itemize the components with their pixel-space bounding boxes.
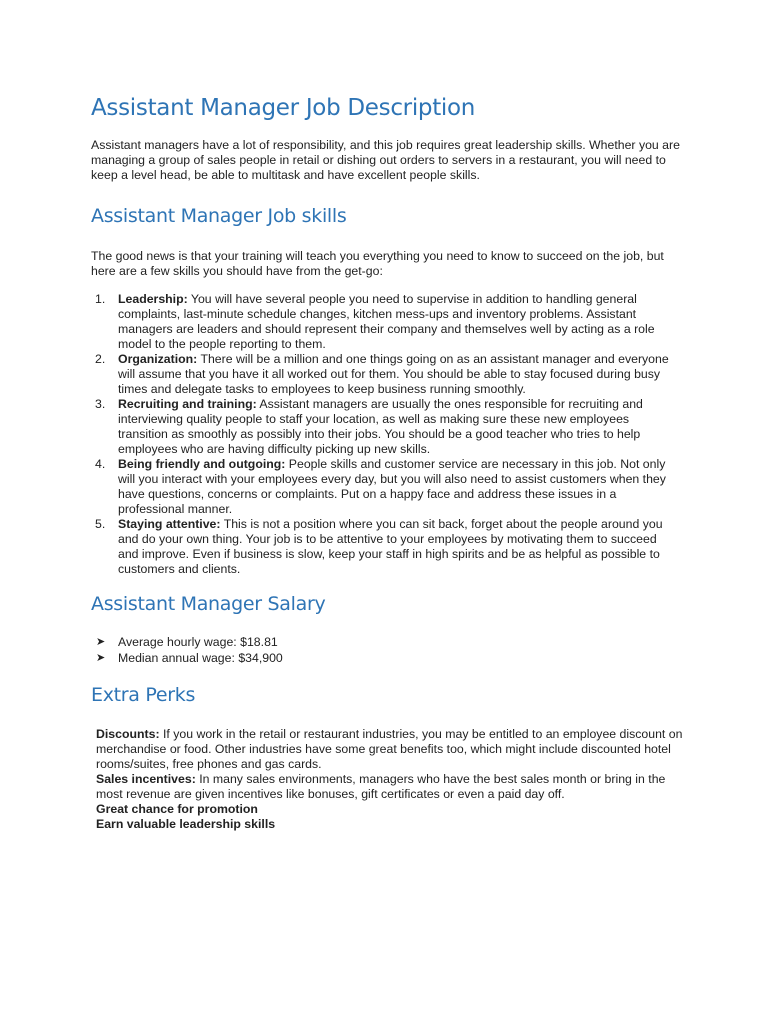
perks-section: [96, 727, 684, 832]
intro-paragraph: Assistant managers have a lot of responsibility, and this job requires great leadership skills. Whether you are managing a group of sales people in retail or dishing out orders to servers in a restaurant, you will need to keep a level head, be able to multitask and have excellent people skills.: [91, 138, 680, 182]
skill-label: Organization:: [118, 352, 198, 366]
list-number: 5.: [95, 517, 106, 531]
salary-item-hourly: [96, 635, 283, 651]
skills-intro-paragraph: The good news is that your training will teach you everything you need to know to succeed on the job, but here are a few skills you should have from the get-go:: [91, 249, 664, 278]
salary-item-text: Average hourly wage: $18.81: [118, 635, 278, 649]
skill-item-organization: [95, 352, 680, 397]
list-number: 3.: [95, 397, 106, 411]
list-number: 2.: [95, 352, 106, 366]
skill-item-attentive: [95, 517, 680, 577]
salary-item-annual: [96, 651, 283, 667]
skill-text: People skills and customer service are necessary in this job. Not only will you interact with your employees every day, but you will also need to assist customers when they have questions, concerns or complaints. Put on a happy face and address these issues in a professional manner.: [118, 457, 666, 516]
skill-label: Being friendly and outgoing:: [118, 457, 286, 471]
perk-text: In many sales environments, managers who have the best sales month or bring in the most revenue are given incentives like bonuses, gift certificates or even a paid day off.: [96, 772, 666, 801]
skills-heading: Assistant Manager Job skills: [91, 205, 347, 227]
page-title: Assistant Manager Job Description: [91, 95, 476, 121]
skill-text: Assistant managers are usually the ones responsible for recruiting and interviewing quality people to staff your location, as well as making sure these new employees transition as smoothly as possibly into their jobs. You should be a good teacher who tries to help employees who are having difficulty picking up new skills.: [118, 397, 643, 456]
skill-label: Staying attentive:: [118, 517, 221, 531]
perk-label: Sales incentives:: [96, 772, 196, 786]
perk-discounts: [96, 727, 684, 772]
skill-label: Leadership:: [118, 292, 188, 306]
skills-list: [95, 292, 680, 577]
perk-label: Great chance for promotion: [96, 802, 258, 816]
arrowhead-bullet-icon: ➤: [96, 651, 106, 664]
skill-text: There will be a million and one things going on as an assistant manager and everyone will assume that you have it all worked out for them. You should be able to stay focused during busy times and delegate tasks to employees to keep business running smoothly.: [118, 352, 669, 396]
salary-list: [96, 635, 283, 666]
list-number: 4.: [95, 457, 106, 471]
perk-leadership: [96, 817, 684, 832]
salary-heading: Assistant Manager Salary: [91, 593, 326, 615]
list-number: 1.: [95, 292, 106, 306]
perk-text: If you work in the retail or restaurant industries, you may be entitled to an employee discount on merchandise or food. Other industries have some great benefits too, which might include discounted hotel rooms/suites, free phones and gas cards.: [96, 727, 683, 771]
perk-promotion: [96, 802, 684, 817]
skill-item-leadership: [95, 292, 680, 352]
perk-label: Discounts:: [96, 727, 160, 741]
salary-item-text: Median annual wage: $34,900: [118, 650, 283, 665]
skill-label: Recruiting and training:: [118, 397, 257, 411]
perk-label: Earn valuable leadership skills: [96, 817, 276, 831]
perks-heading: Extra Perks: [91, 684, 196, 706]
skill-item-recruiting: [95, 397, 680, 457]
arrowhead-bullet-icon: ➤: [96, 636, 106, 648]
skill-text: You will have several people you need to supervise in addition to handling general complaints, last-minute schedule changes, kitchen mess-ups and inventory problems. Assistant managers are leaders and should represent their company and themselves well by acting as a role model to the people reporting to them.: [118, 292, 655, 351]
skill-text: This is not a position where you can sit back, forget about the people around you and do your own thing. Your job is to be attentive to your employees by motivating them to succeed and improve. Even if business is slow, keep your staff in high spirits and be as helpful as possible to customers and clients.: [118, 517, 663, 576]
skill-item-friendly: [95, 457, 680, 517]
perk-sales-incentives: [96, 772, 684, 802]
